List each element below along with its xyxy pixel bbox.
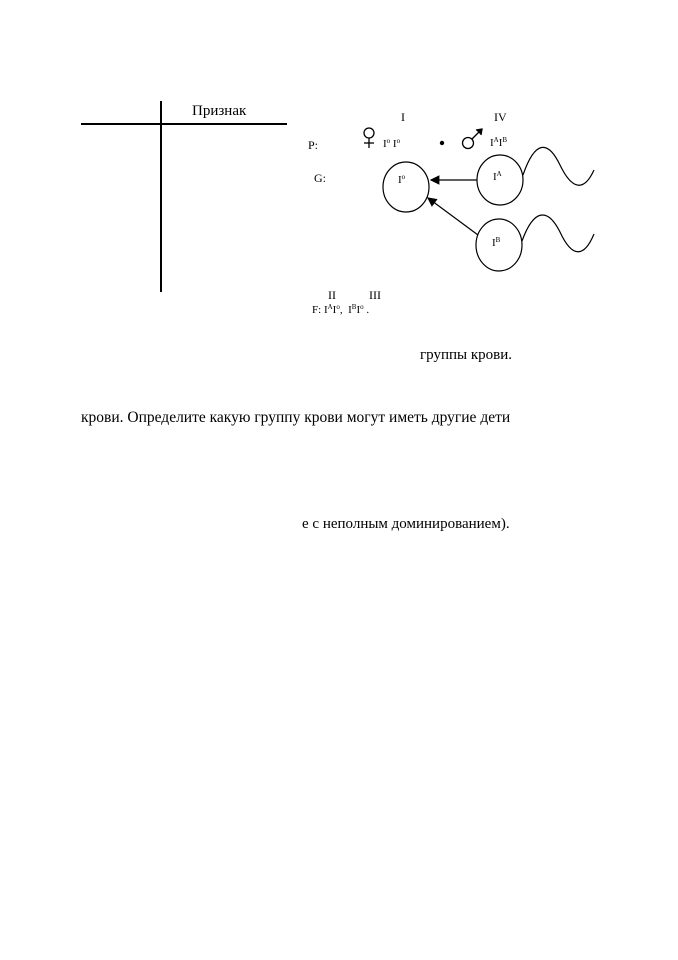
egg-gamete-circle [383,162,429,212]
generation-label-i: I [401,110,405,124]
parents-row-label: P: [308,138,319,152]
text-line-question: крови. Определите какую группу крови могут иметь другие дети [81,409,511,426]
offspring-group-iii: III [369,288,381,302]
female-genotype: $I^o$ $I^o$ [383,137,401,150]
egg-gamete-label: $I^o$ [398,173,406,186]
table-header-trait: Признак [192,103,247,119]
male-symbol-icon [463,129,483,149]
sperm-a-label: $I^A$ [493,170,502,183]
cross-dot-icon [440,141,444,145]
sperm-b-label: $I^B$ [492,236,501,249]
offspring-group-ii: II [328,288,336,302]
arrow-b-to-egg [428,198,478,235]
offspring-genotypes: F: $I^AI^o$, $I^BI^o$ . [312,303,370,316]
text-line-blood-groups: группы крови. [420,347,512,363]
female-symbol-icon [364,128,374,148]
text-line-incomplete-dominance: е с неполным доминированием). [302,516,510,532]
male-genotype: $I^AI^B$ [490,136,508,149]
generation-label-iv: IV [494,110,507,124]
gametes-row-label: G: [314,171,326,185]
